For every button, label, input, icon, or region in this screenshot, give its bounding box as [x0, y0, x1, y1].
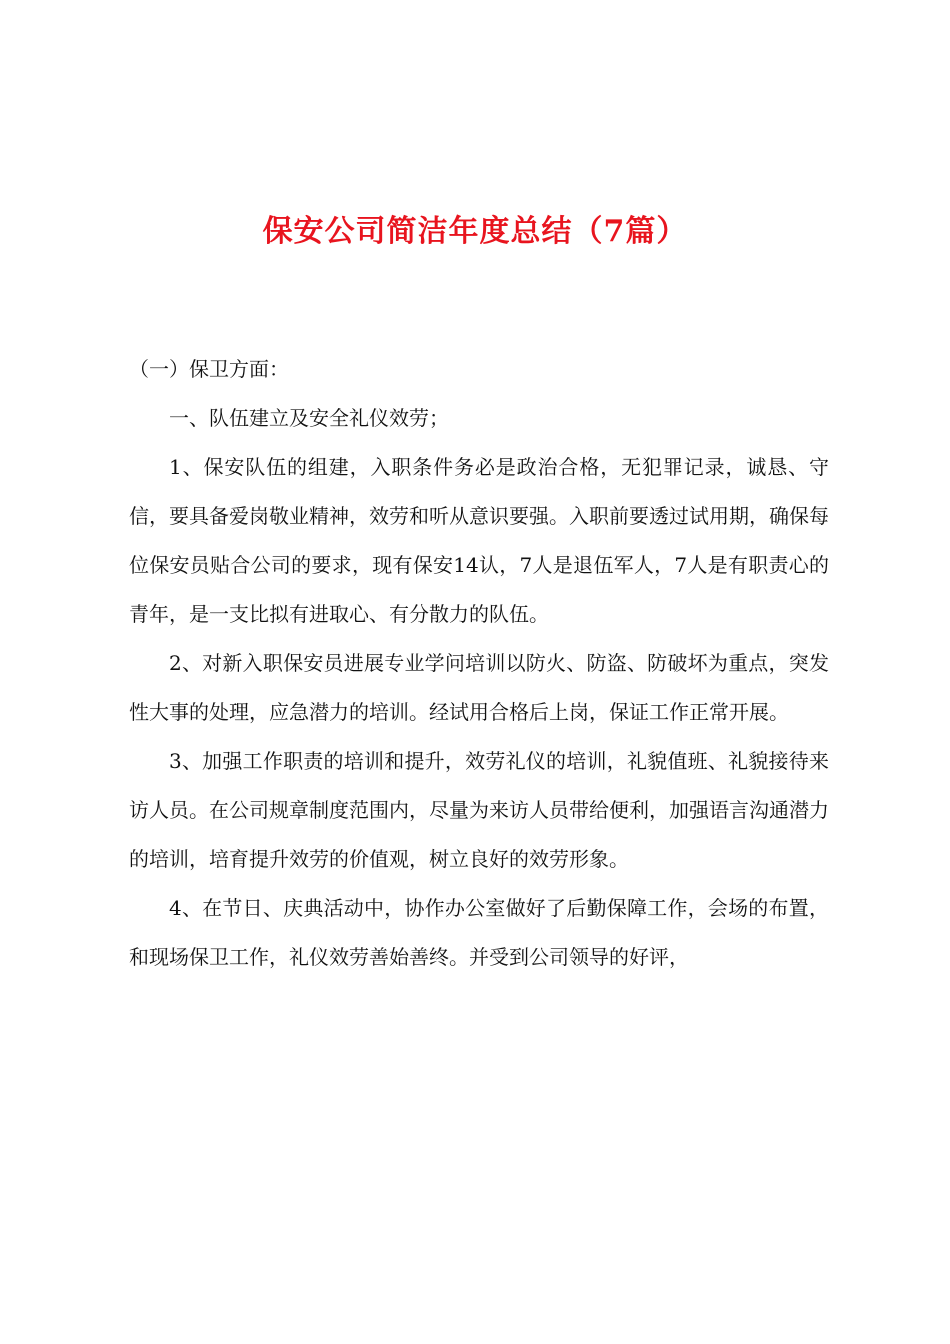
- document-title: 保安公司简洁年度总结（7篇）: [262, 214, 688, 249]
- section-heading: （一）保卫方面：: [129, 357, 289, 381]
- paragraph-2: 2、对新入职保安员进展专业学问培训以防火、防盗、防破坏为重点，突发性大事的处理，应急潜力的培训。经试用合格后上岗，保证工作正常开展。: [129, 651, 829, 724]
- paragraph-1: 1、保安队伍的组建，入职条件务必是政治合格，无犯罪记录，诚恳、守信，要具备爱岗敬业精神，效劳和听从意识要强。入职前要透过试用期，确保每位保安员贴合公司的要求，现有保安14认，7人是退伍军人，7人是有职责心的青年，是一支比拟有进取心、有分散力的队伍。: [129, 455, 829, 626]
- subsection-heading: 一、队伍建立及安全礼仪效劳；: [169, 406, 449, 430]
- paragraph-3: 3、加强工作职责的培训和提升，效劳礼仪的培训，礼貌值班、礼貌接待来访人员。在公司规章制度范围内，尽量为来访人员带给便利，加强语言沟通潜力的培训，培育提升效劳的价值观，树立良好的效劳形象。: [129, 749, 829, 871]
- paragraph-4: 4、在节日、庆典活动中，协作办公室做好了后勤保障工作，会场的布置，和现场保卫工作，礼仪效劳善始善终。并受到公司领导的好评，: [129, 896, 829, 969]
- document-body: [129, 345, 829, 982]
